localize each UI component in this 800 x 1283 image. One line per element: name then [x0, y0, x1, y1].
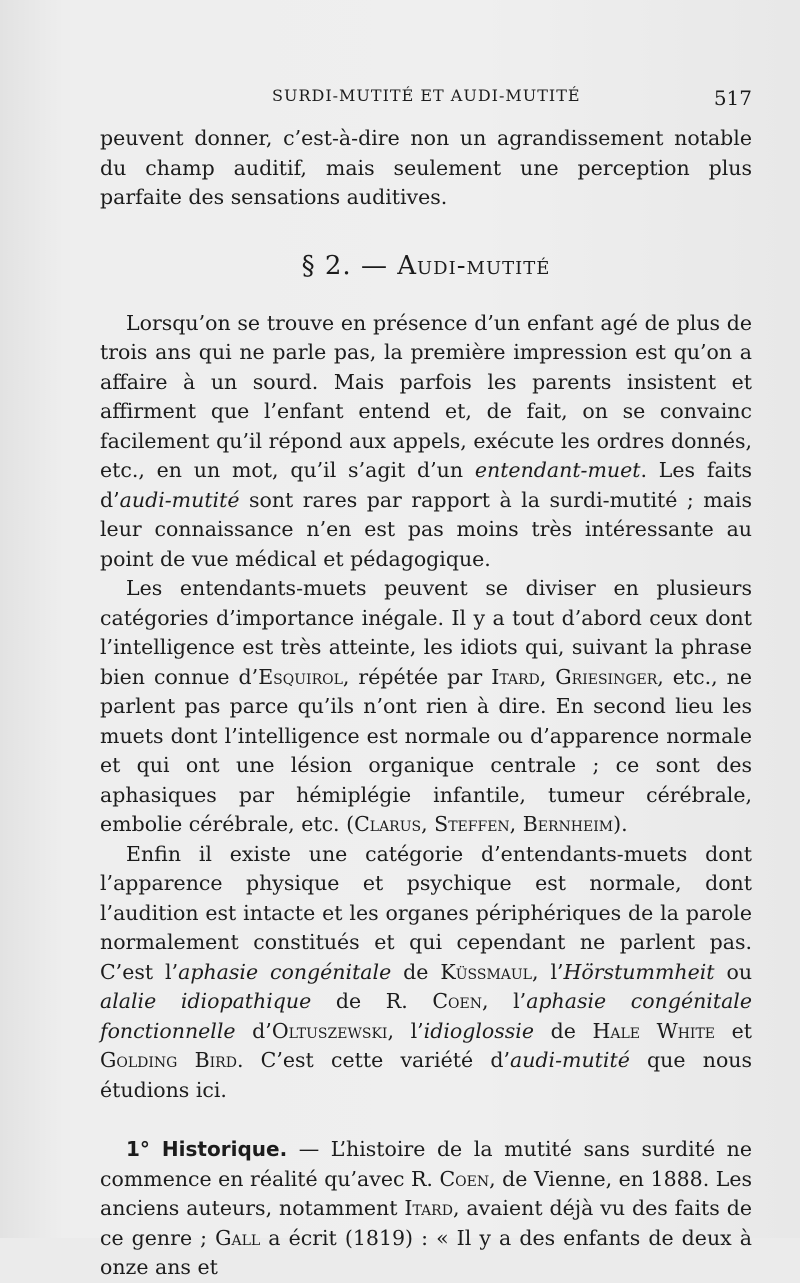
text-run: . C’est cette variété d’	[236, 1048, 510, 1072]
text-run: a écrit (1819) : « Il y a des enfants de deux à onze ans et	[100, 1225, 752, 1279]
author-name: Golding Bird	[100, 1048, 237, 1072]
author-name: Bernheim	[522, 812, 614, 836]
italic-term: audi-mutité	[509, 1048, 630, 1072]
running-title: SURDI-MUTITÉ ET AUDI-MUTITÉ	[272, 86, 581, 105]
section-number: § 2.	[301, 250, 352, 281]
text-run: Les entendants-muets peuvent se diviser en plusieurs catégories d’importance inégale. Il y a tout d’abord ceux dont l’intelligence est très atteinte, les idiots qui, suivant la phrase bien connue d’	[100, 576, 752, 689]
author-name: Clarus	[354, 812, 422, 836]
text-run: ,	[421, 812, 435, 836]
text-run: ,	[539, 664, 556, 689]
text-run: ).	[613, 812, 628, 836]
text-run: Enfin il existe une catégorie d’entendants-muets dont l’apparence physique et psychique est normale, dont l’audition est intacte et les organes périphériques de la parole normalement constitués et qui cependant ne parlent pas. C’est l’	[100, 841, 752, 984]
text-run: , avaient déjà vu des faits de ce genre ;	[100, 1196, 752, 1250]
author-name: Griesinger	[555, 664, 658, 689]
text-run: de	[533, 1018, 593, 1043]
paragraph-continuation: peuvent donner, c’est-à-dire non un agrandissement notable du champ auditif, mais seulement une perception plus parfaite des sensations auditives.	[100, 126, 752, 209]
italic-term: entendant-muet	[474, 458, 641, 482]
author-name: Oltuszewski	[271, 1018, 388, 1043]
text-run: et	[715, 1018, 753, 1043]
text-run: Lorsqu’on se trouve en présence d’un enfant agé de plus de trois ans qui ne parle pas, la première impression est qu’on a affaire à un sourd. Mais parfois les parents insistent et affirment que l’enfant entend et, de fait, on se convainc facilement qu’il répond aux appels, exécute les ordres donnés, etc., en un mot, qu’il s’agit d’un	[100, 310, 752, 482]
author-name: Esquirol	[258, 664, 343, 689]
text-run: , l’	[531, 959, 564, 984]
paragraph-gap	[100, 1105, 752, 1135]
text-run: , etc., ne parlent pas parce qu’ils n’ont rien à dire. En second lieu les muets dont l’intelligence est normale ou d’apparence normale et qui ont une lésion organique centrale ; ce sont des aphasiques par hémiplégie infantile, tumeur cérébrale, embolie cérébrale, etc. (	[100, 664, 752, 836]
text-run: ou	[714, 959, 753, 984]
text-run: que nous étudions ici.	[100, 1048, 753, 1102]
italic-term: Hörstummheit	[563, 959, 715, 984]
body-text	[100, 124, 752, 1283]
author-name: Itard	[404, 1196, 453, 1220]
text-run: , l’	[481, 989, 527, 1013]
paragraph-4	[100, 1135, 752, 1283]
author-name: R. Coen	[411, 1166, 490, 1191]
text-run: . Les faits d’	[100, 458, 752, 512]
paragraph-3	[100, 840, 752, 1106]
author-name: Itard	[491, 664, 540, 689]
text-run: d’	[235, 1018, 272, 1043]
text-run: sont rares par rapport à la surdi-mutité ; mais leur connaissance n’en est pas moins très intéressante au point de vue médical et pédagogique.	[100, 487, 752, 571]
text-run: de	[311, 989, 386, 1013]
paragraph-2	[100, 574, 752, 840]
text-run: de	[391, 959, 441, 984]
text-run: ,	[509, 812, 523, 836]
paragraph-1	[100, 309, 752, 575]
italic-term: idioglossie	[423, 1018, 534, 1043]
author-name: R. Coen	[385, 989, 482, 1013]
text-run: , répétée par	[342, 664, 492, 689]
text-run: , l’	[387, 1018, 424, 1043]
author-name: Küssmaul	[440, 959, 532, 984]
italic-term: aphasie congénitale fonctionnelle	[100, 989, 752, 1043]
page-number: 517	[713, 86, 752, 110]
running-head	[100, 86, 752, 114]
subsection-heading: 1° Historique.	[126, 1137, 288, 1161]
italic-term: aphasie congénitale	[178, 959, 392, 984]
italic-term: audi-mutité	[119, 487, 240, 512]
section-dash: —	[360, 250, 388, 281]
italic-term: alalie idiopathique	[100, 989, 312, 1013]
text-run: , de Vienne, en 1888. Les anciens auteurs, notamment	[100, 1166, 753, 1220]
author-name: Steffen	[434, 812, 510, 836]
section-heading	[100, 249, 752, 283]
section-title: Audi-mutité	[397, 250, 551, 281]
author-name: Gall	[215, 1225, 261, 1250]
text-run: — L’histoire de la mutité sans surdité ne commence en réalité qu’avec	[100, 1137, 752, 1191]
author-name: Hale White	[592, 1018, 716, 1043]
